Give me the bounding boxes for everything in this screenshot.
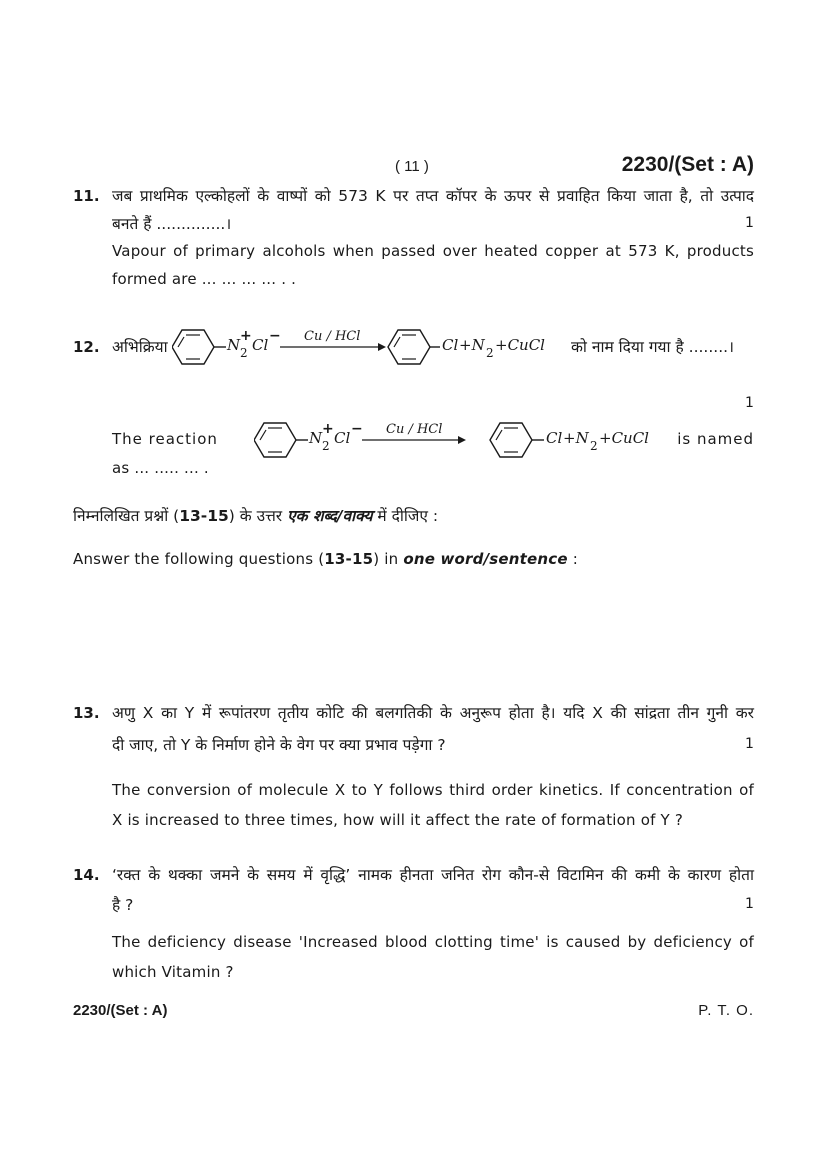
instr-en-a: Answer the following questions ( [73, 550, 325, 568]
q13-english-line2: X is increased to three times, how will it affect the rate of formation of Y ? [112, 811, 684, 829]
reagent-label: Cu / HCl [304, 329, 361, 344]
byproduct-cucl: +CuCl [495, 336, 545, 354]
instr-hi-a: निम्नलिखित प्रश्नों ( [73, 507, 180, 525]
q13-hindi-line1: अणु X का Y में रूपांतरण तृतीय कोटि की बलगतिकी के अनुरूप होता है। यदि X की सांद्रता तीन गुनी कर [112, 704, 754, 722]
q11-marks: 1 [745, 215, 754, 231]
paper-code-footer: 2230/(Set : A) [73, 1002, 168, 1019]
q14-marks: 1 [745, 896, 754, 912]
diazonium-n-en: N [309, 429, 323, 447]
instr-hi-c: में दीजिए : [377, 507, 439, 525]
reagent-label-en: Cu / HCl [386, 422, 443, 437]
byproduct-cucl-en: +CuCl [599, 429, 649, 447]
q14-hindi-line2: है ? [112, 896, 134, 914]
anion-charge: − [269, 328, 281, 344]
q11-english-line1: Vapour of primary alcohols when passed over heated copper at 573 K, products [112, 242, 754, 260]
q14-hindi-line1: ‘रक्त के थक्का जमने के समय में वृद्धि’ नामक हीनता जनित रोग कौन-से विटामिन की कमी के कारण होता [112, 866, 754, 884]
q11-hindi-line2: बनते हैं ..............। [112, 215, 232, 233]
instr-en-c: : [572, 550, 578, 568]
question-number-14: 14. [73, 866, 100, 884]
byproduct-n: +N [459, 336, 485, 354]
q12-marks: 1 [745, 395, 754, 411]
diazonium-charge-en: + [322, 421, 334, 437]
instruction-english [73, 550, 578, 568]
instr-hi-range: 13-15 [179, 507, 229, 525]
q13-english-line1: The conversion of molecule X to Y follows third order kinetics. If concentration of [112, 781, 754, 799]
chloride-anion-en: Cl [334, 429, 351, 447]
q12-hindi-prefix: अभिक्रिया [112, 338, 168, 356]
diazonium-n: N [227, 336, 241, 354]
byproduct-sub: 2 [486, 346, 494, 360]
question-number-11: 11. [73, 187, 100, 205]
diazonium-sub-en: 2 [322, 439, 330, 453]
q11-hindi-line1: जब प्राथमिक एल्कोहलों के वाष्पों को 573 K पर तप्त कॉपर के ऊपर से प्रवाहित किया जाता है, तो उत्पाद [112, 187, 754, 205]
paper-code-header: 2230/(Set : A) [621, 153, 754, 176]
byproduct-n-en: +N [563, 429, 589, 447]
question-number-12: 12. [73, 338, 100, 356]
product-cl: Cl [442, 336, 459, 354]
instr-hi-emph: एक शब्द/वाक्य [287, 507, 373, 525]
q11-english-line2: formed are ... ... ... ... . . [112, 270, 297, 288]
instruction-hindi [73, 504, 438, 526]
diazonium-charge: + [240, 328, 252, 344]
q13-marks: 1 [745, 736, 754, 752]
instr-en-range: 13-15 [324, 550, 374, 568]
page-number: ( 11 ) [395, 158, 429, 175]
instr-hi-b: ) के उत्तर [228, 507, 283, 525]
chloride-anion: Cl [252, 336, 269, 354]
anion-charge-en: − [351, 421, 363, 437]
q12-english-suffix: is named [677, 430, 754, 448]
q12-hindi-suffix: को नाम दिया गया है ........। [571, 338, 734, 356]
product-cl-en: Cl [546, 429, 563, 447]
q12-english-prefix: The reaction [112, 430, 218, 448]
q13-hindi-line2: दी जाए, तो Y के निर्माण होने के वेग पर क्या प्रभाव पड़ेगा ? [112, 736, 446, 754]
reaction-scheme-hindi [172, 320, 570, 370]
instr-en-emph: one word/sentence [403, 550, 568, 568]
page-turn-over: P. T. O. [698, 1002, 754, 1019]
q14-english-line2: which Vitamin ? [112, 963, 234, 981]
byproduct-sub-en: 2 [590, 439, 598, 453]
q14-english-line1: The deficiency disease 'Increased blood clotting time' is caused by deficiency of [112, 933, 754, 951]
reaction-scheme-english [254, 413, 664, 463]
q12-english-line2: as ... ..... ... . [112, 459, 209, 477]
instr-en-b: ) in [373, 550, 399, 568]
question-number-13: 13. [73, 704, 100, 722]
diazonium-sub: 2 [240, 346, 248, 360]
